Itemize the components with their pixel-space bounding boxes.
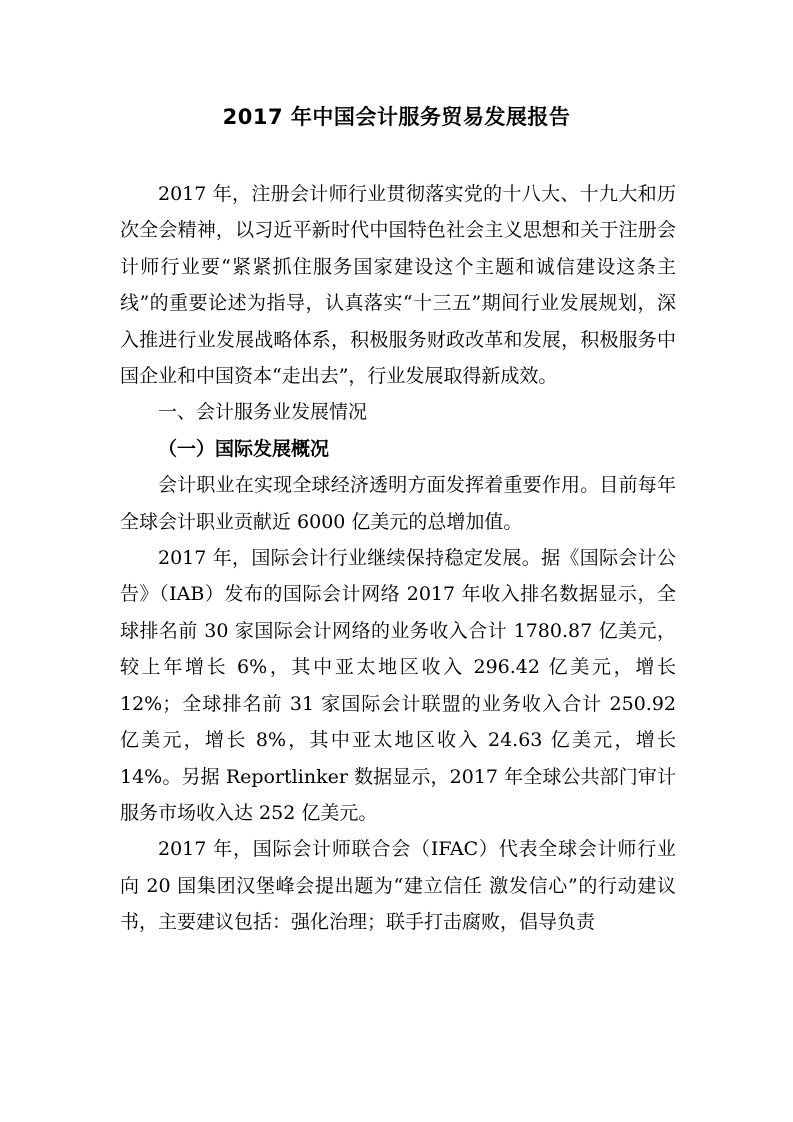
intro-paragraph: 2017 年，注册会计师行业贯彻落实党的十八大、十九大和历次全会精神，以习近平新时代中国特色社会主义思想和关于注册会计师行业要“紧紧抓住服务国家建设这个主题和诚信建设这条主线”的重要论述为指导，认真落实“十三五”期间行业发展规划，深入推进行业发展战略体系，积极服务财政改革和发展，积极服务中国企业和中国资本“走出去”，行业发展取得新成效。 xyxy=(120,183,676,388)
body-paragraph: 2017 年，国际会计师联合会（IFAC）代表全球会计师行业向 20 国集团汉堡峰会提出题为“建立信任 激发信心”的行动建议书，主要建议包括：强化治理；联手打击腐败，倡导负责 xyxy=(120,838,676,934)
section-heading: 一、会计服务业发展情况 xyxy=(158,401,368,424)
body-paragraph: 会计职业在实现全球经济透明方面发挥着重要作用。目前每年全球会计职业贡献近 6000 亿美元的总增加值。 xyxy=(120,474,676,533)
body-paragraph: 2017 年，国际会计行业继续保持稳定发展。据《国际会计公告》（IAB）发布的国际会计网络 2017 年收入排名数据显示，全球排名前 30 家国际会计网络的业务收入合计 1780.87 亿美元，较上年增长 6%，其中亚太地区收入 296.42 亿美元，增长 12%；全球排名前 31 家国际会计联盟的业务收入合计 250.92 亿美元，增长 8%，其中亚太地区收入 24.63 亿美元，增长 14%。另据 Reportlinker 数据显示，2017 年全球公共部门审计服务市场收入达 252 亿美元。 xyxy=(120,547,676,824)
document-body xyxy=(120,176,676,941)
document-title: 2017 年中国会计服务贸易发展报告 xyxy=(222,105,571,129)
subsection-heading: （一）国际发展概况 xyxy=(158,437,330,460)
